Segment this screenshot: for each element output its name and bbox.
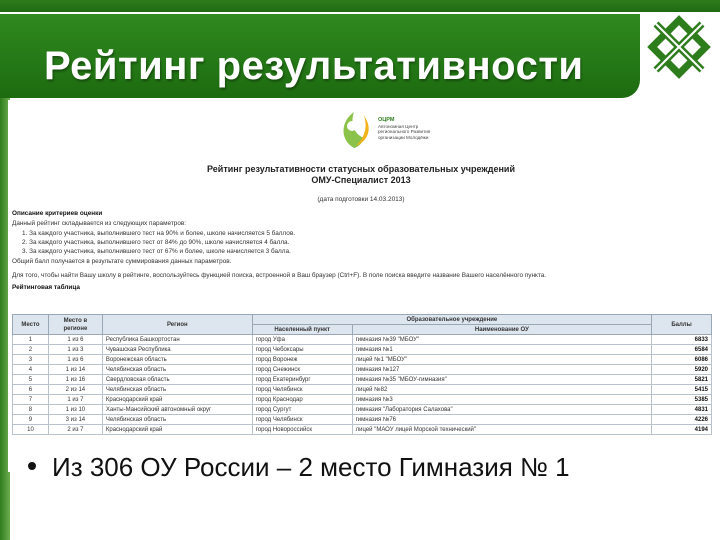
table-row: [13, 395, 712, 405]
criteria-item: 2. За каждого участника, выполнившего тест от 84% до 90%, школе начисляется 4 балла.: [22, 239, 290, 246]
cell-region: Ханты-Мансийский автономный округ: [102, 405, 252, 415]
rating-document-image: [8, 100, 714, 472]
cell-region-place: 1 из 7: [48, 395, 102, 405]
cell-region: Республика Башкортостан: [102, 335, 252, 345]
cell-region: Челябинская область: [102, 385, 252, 395]
cell-score: 5385: [652, 395, 712, 405]
cell-place: 4: [13, 365, 49, 375]
org-name: ОЦРМ Автономная Центр регионального Развития организации Молодёжи: [378, 117, 431, 140]
cell-score: 4226: [652, 415, 712, 425]
cell-city: город Снежинск: [252, 365, 352, 375]
criteria-item: 1. За каждого участника, выполнившего тест на 90% и более, школе начисляется 5 баллов.: [22, 230, 296, 237]
table-row: [13, 355, 712, 365]
column-header-school: Наименование ОУ: [352, 325, 651, 335]
ornament-logo-icon: [642, 6, 720, 92]
cell-score: 5920: [652, 365, 712, 375]
column-header-city: Населенный пункт: [252, 325, 352, 335]
document-date: (дата подготовки 14.03.2013): [317, 196, 405, 203]
cell-city: город Челябинск: [252, 415, 352, 425]
cell-city: город Чебоксары: [252, 345, 352, 355]
cell-school: гимназия №39 "МБОУ": [352, 335, 651, 345]
cell-region: Воронежская область: [102, 355, 252, 365]
cell-city: город Сургут: [252, 405, 352, 415]
cell-region-place: 1 из 6: [48, 355, 102, 365]
bullet-text: Из 306 ОУ России – 2 место Гимназия № 1: [52, 452, 570, 482]
bullet-point: [28, 452, 570, 483]
cell-school: лицей №1 "МБОУ": [352, 355, 651, 365]
cell-region-place: 1 из 16: [48, 375, 102, 385]
cell-region-place: 2 из 14: [48, 385, 102, 395]
cell-score: 4831: [652, 405, 712, 415]
table-row: [13, 365, 712, 375]
cell-city: город Краснодар: [252, 395, 352, 405]
table-row: [13, 385, 712, 395]
bullet-dot-icon: [28, 462, 36, 470]
cell-city: город Уфа: [252, 335, 352, 345]
org-leaf-logo-icon: [334, 108, 374, 152]
cell-score: 4194: [652, 425, 712, 435]
table-row: [13, 375, 712, 385]
cell-region-place: 1 из 3: [48, 345, 102, 355]
cell-region: Свердловская область: [102, 375, 252, 385]
cell-region: Краснодарский край: [102, 395, 252, 405]
slide-title: Рейтинг результативности: [44, 44, 584, 88]
cell-score: 6584: [652, 345, 712, 355]
cell-region: Чувашская Республика: [102, 345, 252, 355]
cell-score: 5415: [652, 385, 712, 395]
cell-place: 9: [13, 415, 49, 425]
cell-place: 2: [13, 345, 49, 355]
cell-school: гимназия "Лаборатория Салахова": [352, 405, 651, 415]
cell-region: Челябинская область: [102, 415, 252, 425]
table-row: [13, 345, 712, 355]
total-note: Общий балл получается в результате суммирования данных параметров.: [12, 258, 232, 265]
table-row: [13, 335, 712, 345]
column-group-header: Образовательное учреждение: [252, 315, 651, 325]
cell-school: гимназия №76: [352, 415, 651, 425]
cell-school: гимназия №3: [352, 395, 651, 405]
column-header-region: Регион: [102, 315, 252, 335]
criteria-heading: Описание критериев оценки: [12, 210, 103, 217]
cell-place: 6: [13, 385, 49, 395]
cell-city: город Челябинск: [252, 385, 352, 395]
table-row: [13, 405, 712, 415]
cell-region-place: 1 из 10: [48, 405, 102, 415]
rating-table: [12, 314, 712, 435]
cell-place: 3: [13, 355, 49, 365]
cell-school: лицей №82: [352, 385, 651, 395]
cell-place: 7: [13, 395, 49, 405]
table-row: [13, 415, 712, 425]
cell-place: 8: [13, 405, 49, 415]
cell-region-place: 1 из 14: [48, 365, 102, 375]
column-header-region-place: Место в регионе: [48, 315, 102, 335]
cell-score: 6086: [652, 355, 712, 365]
table-row: [13, 425, 712, 435]
cell-city: город Новороссийск: [252, 425, 352, 435]
criteria-item: 3. За каждого участника, выполнившего тест от 67% и более, школе начисляется 3 балла.: [22, 248, 291, 255]
title-banner: [0, 14, 640, 98]
cell-school: гимназия №127: [352, 365, 651, 375]
cell-score: 5821: [652, 375, 712, 385]
document-title: Рейтинг результативности статусных образовательных учреждений ОМУ-Специалист 2013: [207, 164, 515, 185]
cell-score: 6833: [652, 335, 712, 345]
criteria-intro: Данный рейтинг складывается из следующих параметров:: [12, 220, 187, 227]
cell-region-place: 3 из 14: [48, 415, 102, 425]
cell-school: лицей "МАОУ лицей Морской технический": [352, 425, 651, 435]
cell-place: 1: [13, 335, 49, 345]
cell-school: гимназия №35 "МБОУ-гимназия": [352, 375, 651, 385]
cell-school: гимназия №1: [352, 345, 651, 355]
cell-region: Краснодарский край: [102, 425, 252, 435]
column-header-place: Место: [13, 315, 49, 335]
table-heading: Рейтинговая таблица: [12, 284, 80, 291]
column-header-score: Баллы: [652, 315, 712, 335]
cell-region-place: 1 из 6: [48, 335, 102, 345]
top-accent-bar: [0, 0, 720, 12]
cell-city: город Воронеж: [252, 355, 352, 365]
cell-region: Челябинская область: [102, 365, 252, 375]
search-note: Для того, чтобы найти Вашу школу в рейтинге, воспользуйтесь функцией поиска, встроенной в Ваш браузер (Ctrl+F). В поле поиска введите название Вашего населённого пункта.: [12, 272, 547, 279]
cell-city: город Екатеринбург: [252, 375, 352, 385]
cell-region-place: 2 из 7: [48, 425, 102, 435]
cell-place: 5: [13, 375, 49, 385]
cell-place: 10: [13, 425, 49, 435]
